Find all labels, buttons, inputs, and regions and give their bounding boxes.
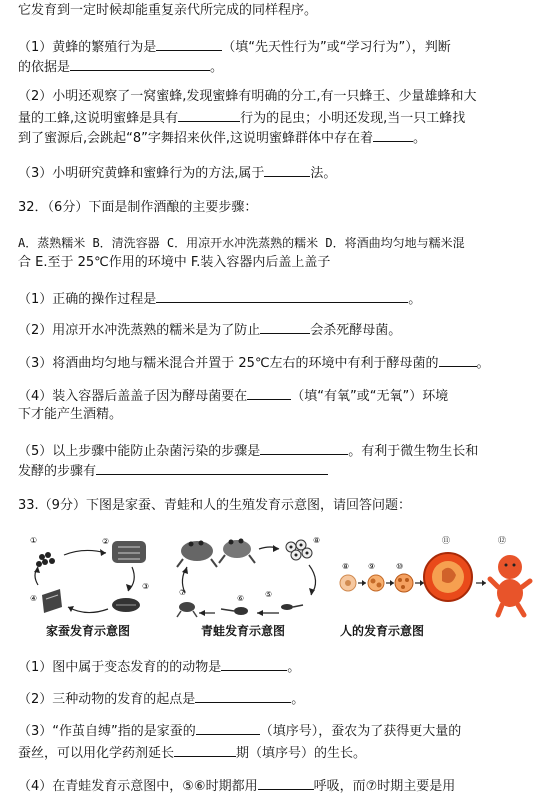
q31-part1-text-b: （填“先天性行为”或“学习行为”），判断: [222, 40, 451, 55]
frog-arrowhead-5: [182, 567, 188, 574]
q32-part5-line1: [18, 442, 478, 460]
q33-part3-line2: [18, 744, 366, 762]
human-label-12: ⑫: [498, 536, 506, 545]
q31-part1-text-a: （1）黄蜂的繁殖行为是: [18, 40, 157, 55]
silkworm-figure: [28, 533, 154, 643]
q31-part1-blank-behavior[interactable]: [156, 38, 222, 51]
human-label-8: ⑧: [342, 562, 350, 571]
q31-part2-blank-social[interactable]: [178, 109, 240, 122]
frog-label-7: ⑦: [179, 588, 187, 597]
q32-part5-text-c: 发酵的步骤有: [18, 464, 97, 479]
q33-part3-blank-cocoon[interactable]: [196, 722, 260, 735]
q32-part4-text-b: （填“有氧”或“无氧”）环境: [291, 389, 449, 404]
silkworm-eggs: [36, 552, 55, 567]
frog-adult-2: [219, 539, 255, 564]
q33-part3-text-c: 蚕丝，可以用化学药剂延长: [18, 746, 175, 761]
human-embryo: [395, 574, 413, 592]
q32-part4-blank-oxygen[interactable]: [247, 387, 291, 400]
q32-part3-blank-reproduce[interactable]: [439, 354, 477, 367]
q32-part3-text-b: 。: [476, 356, 490, 371]
q32-part3-line: [18, 354, 490, 372]
q31-part1-line1: [18, 38, 451, 56]
silkworm-arrowhead-1: [100, 549, 106, 556]
q32-part5-text-b: 。有利于微生物生长和: [348, 444, 479, 459]
human-figure: [338, 533, 538, 643]
human-arrowhead-4: [482, 580, 486, 586]
human-label-11: ⑪: [442, 536, 450, 545]
silkworm-pupa: [112, 598, 140, 612]
q32-part5-text-a: （5）以上步骤中能防止杂菌污染的步骤是: [18, 444, 261, 459]
q33-part3-blank-stage[interactable]: [174, 744, 236, 757]
human-label-10: ⑩: [396, 562, 404, 571]
q32-part1-blank-order[interactable]: [156, 290, 408, 303]
human-egg-nucleus: [345, 580, 351, 586]
frog-froglet: [177, 602, 197, 617]
q32-part5-line2: [18, 462, 328, 480]
q31-part2-text-c: 行为的昆虫；小明还发现,当一只工蜂找: [240, 111, 466, 126]
frog-tadpole: [221, 607, 248, 615]
q33-part2-text-a: （2）三种动物的发育的起点是: [18, 692, 196, 707]
q31-part2-line3: [18, 129, 426, 147]
q31-part2-text-d: 到了蜜源后,会跳起“8”字舞招来伙伴,这说明蜜蜂群体中存在着: [18, 131, 374, 146]
q33-title: 33.（9分）下图是家蚕、青蛙和人的生殖发育示意图，请回答问题：: [18, 498, 411, 513]
frog-tadpole-early: [281, 604, 303, 610]
q31-part2-blank-communication[interactable]: [373, 129, 413, 142]
q32-title: 32．（6分）下面是制作酒酿的主要步骤：: [18, 200, 258, 215]
frog-figure: [175, 533, 325, 643]
human-label-9: ⑨: [368, 562, 376, 571]
silkworm-moth: [42, 589, 62, 613]
silkworm-larva: [112, 541, 146, 563]
q33-part1-blank-animal[interactable]: [221, 658, 287, 671]
q33-part2-line: [18, 690, 304, 708]
q33-part3-text-b: （填序号），蚕农为了获得更大量的: [259, 724, 462, 739]
q31-part3-blank-method[interactable]: [264, 164, 310, 177]
silkworm-label-2: ②: [102, 537, 110, 546]
q31-part2-line1: （2）小明还观察了一窝蜜蜂,发现蜜蜂有明确的分工,有一只蜂王、少量雄蜂和大: [18, 89, 477, 104]
q33-part4-line: [18, 777, 455, 795]
frog-label-5: ⑤: [265, 590, 273, 599]
frog-arrowhead-4: [199, 610, 205, 616]
silkworm-caption: 家蚕发育示意图: [46, 624, 131, 638]
q32-part1-line: [18, 290, 421, 308]
q33-part3-text-a: （3）“作茧自缚”指的是家蚕的: [18, 724, 196, 739]
q31-part2-text-b: 量的工蜂,这说明蜜蜂是具有: [18, 111, 179, 126]
q33-part1-text-b: 。: [287, 660, 301, 675]
q32-part3-text-a: （3）将酒曲均匀地与糯米混合并置于 25℃左右的环境中有利于酵母菌的: [18, 356, 439, 371]
q31-part1-text-d: 。: [210, 60, 224, 75]
human-arrowhead-1: [362, 580, 366, 586]
silkworm-arrow-3: [68, 607, 108, 613]
q33-part4-text-a: （4）在青蛙发育示意图中，⑤⑥时期都用: [18, 779, 258, 794]
q32-part1-text-a: （1）正确的操作过程是: [18, 292, 157, 307]
human-zygote: [368, 575, 384, 591]
q32-part1-text-b: 。: [408, 292, 422, 307]
human-caption: 人的发育示意图: [340, 624, 425, 638]
human-development-diagram: [338, 533, 538, 621]
q31-part1-blank-reason[interactable]: [70, 58, 210, 71]
q33-part4-text-b: 呼吸，而⑦时期主要是用: [313, 779, 456, 794]
human-arrowhead-2: [390, 580, 394, 586]
frog-label-6: ⑥: [237, 594, 245, 603]
silkworm-arrow-1: [64, 550, 106, 555]
q32-part4-line1: [18, 387, 448, 405]
silkworm-label-4: ④: [30, 594, 38, 603]
human-baby: [490, 555, 530, 615]
q33-part3-line1: [18, 722, 461, 740]
frog-label-8: ⑧: [313, 536, 321, 545]
q32-part5-blank-sterile[interactable]: [260, 442, 348, 455]
frog-caption: 青蛙发育示意图: [201, 624, 286, 638]
q33-part4-blank-breath[interactable]: [258, 777, 314, 790]
frog-eggs: [286, 540, 312, 560]
q31-part2-text-e: 。: [413, 131, 427, 146]
q32-part2-line: [18, 321, 401, 339]
q32-part2-text-a: （2）用凉开水冲洗蒸熟的糯米是为了防止: [18, 323, 261, 338]
frog-cycle-diagram: [175, 533, 325, 621]
q32-part2-text-b: 会杀死酵母菌。: [310, 323, 402, 338]
q32-part4-text-a: （4）装入容器后盖盖子因为酵母菌要在: [18, 389, 248, 404]
silkworm-label-1: ①: [30, 536, 38, 545]
silkworm-cycle-diagram: [28, 533, 154, 621]
frog-adult-1: [177, 541, 217, 568]
q31-part1-text-c: 的依据是: [18, 60, 71, 75]
q32-steps-line2: 合 E.至于 25℃作用的环境中 F.装入容器内后盖上盖子: [18, 255, 331, 270]
q33-part3-text-d: 期（填序号）的生长。: [236, 746, 367, 761]
frog-arrowhead-3: [257, 610, 263, 616]
q33-part1-line: [18, 658, 300, 676]
q33-part1-text-a: （1）图中属于变态发育的的动物是: [18, 660, 222, 675]
frog-arrowhead-1: [273, 545, 279, 552]
q31-part3-text-b: 法。: [310, 166, 337, 181]
q33-part2-text-b: 。: [291, 692, 305, 707]
q33-part2-blank-start[interactable]: [195, 690, 291, 703]
q31-part1-line2: [18, 58, 223, 76]
q32-part2-blank-heat[interactable]: [260, 321, 310, 334]
q32-part5-blank-ferment[interactable]: [96, 462, 328, 475]
q32-steps-line1: A．蒸熟糯米 B．清洗容器 C．用凉开水冲洗蒸熟的糯米 D．将酒曲均匀地与糯米混: [18, 236, 465, 250]
q32-part4-line2: 下才能产生酒精。: [18, 407, 123, 422]
intro-text: 它发育到一定时候却能重复亲代所完成的同样程序。: [18, 3, 318, 18]
q31-part3-text-a: （3）小明研究黄蜂和蜜蜂行为的方法,属于: [18, 166, 265, 181]
q31-part2-line2: [18, 109, 465, 127]
q31-part3-line: [18, 164, 336, 182]
silkworm-label-3: ③: [142, 582, 150, 591]
